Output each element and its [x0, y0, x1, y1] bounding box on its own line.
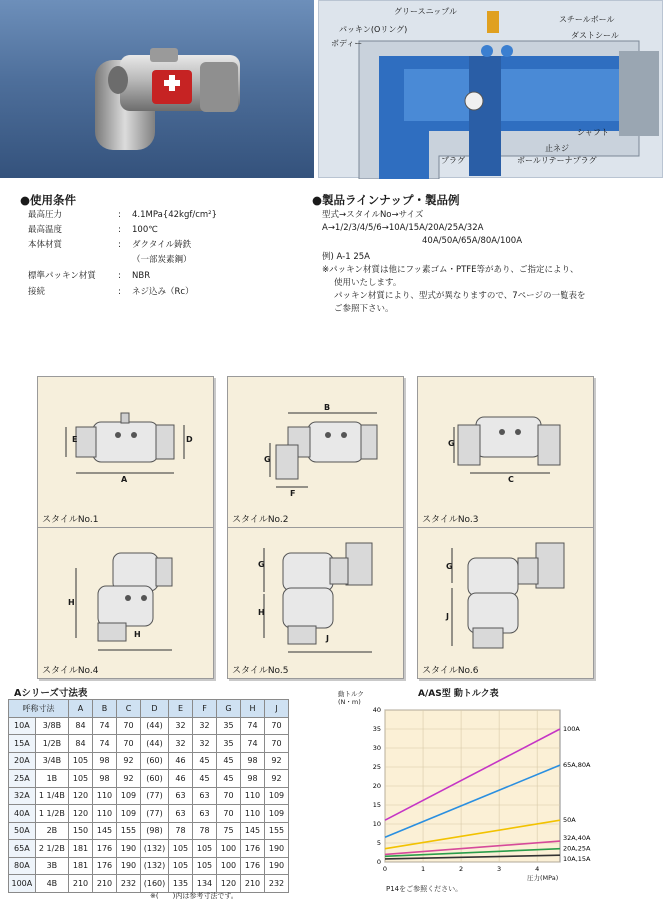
- table-cell: 105: [193, 857, 217, 875]
- table-cell: 105: [69, 752, 93, 770]
- table-cell: 70: [217, 787, 241, 805]
- table-cell: (77): [141, 787, 169, 805]
- table-cell: 181: [69, 840, 93, 858]
- lineup-heading: ●製品ラインナップ・製品例: [312, 193, 460, 207]
- table-cell: 210: [241, 875, 265, 893]
- table-cell: 232: [117, 875, 141, 893]
- spec-colon: :: [118, 271, 121, 281]
- series-label: 20A,25A: [563, 844, 591, 853]
- spec-value: ネジ込み（Rc）: [132, 287, 194, 297]
- table-cell: 32: [169, 717, 193, 735]
- table-cell: 105: [193, 840, 217, 858]
- table-row: [9, 752, 289, 770]
- style-box-1: [37, 376, 214, 528]
- label-set-screw: 止ネジ: [545, 144, 569, 153]
- dimension-table: [8, 699, 289, 893]
- table-cell: 190: [117, 840, 141, 858]
- table-cell: 92: [265, 770, 289, 788]
- series-label: 65A,80A: [563, 761, 591, 770]
- lineup-note: ※パッキン材質は他にフッ素ゴム・PTFE等があり、ご指定により、: [322, 265, 579, 275]
- table-cell: 75: [217, 822, 241, 840]
- table-cell: 232: [265, 875, 289, 893]
- lineup-line: 型式→スタイルNo→サイズ: [322, 210, 424, 220]
- spec-colon: :: [118, 210, 121, 220]
- dim-J: J: [446, 612, 449, 621]
- table-cell: 35: [217, 735, 241, 753]
- col-B: B: [93, 700, 117, 718]
- spec-value: 100℃: [132, 225, 158, 235]
- table-cell: (132): [141, 840, 169, 858]
- cell-nominal-b: 1 1/2B: [35, 805, 68, 823]
- spec-colon: :: [118, 287, 121, 297]
- dim-F: F: [290, 489, 296, 498]
- y-tick-label: 20: [372, 782, 381, 790]
- style-2-drawing: [228, 377, 405, 529]
- table-row: [9, 857, 289, 875]
- y-tick-label: 5: [376, 839, 381, 847]
- style-box-5: [227, 527, 404, 679]
- table-cell: 98: [93, 770, 117, 788]
- y-tick-label: 0: [376, 858, 381, 866]
- table-cell: 145: [241, 822, 265, 840]
- table-cell: 46: [169, 752, 193, 770]
- table-cell: 63: [169, 805, 193, 823]
- x-tick-label: 2: [459, 865, 464, 873]
- cutaway-diagram: [318, 0, 663, 178]
- table-cell: 70: [217, 805, 241, 823]
- style-label: スタイルNo.4: [42, 666, 99, 676]
- label-steel-ball: スチールボール: [559, 15, 615, 24]
- table-cell: 98: [93, 752, 117, 770]
- table-cell: 92: [117, 770, 141, 788]
- dim-G: G: [446, 562, 453, 571]
- cell-nominal-b: 1B: [35, 770, 68, 788]
- table-cell: 145: [93, 822, 117, 840]
- dim-B: B: [324, 403, 331, 412]
- lineup-note: ご参照下さい。: [334, 304, 394, 314]
- table-cell: 109: [265, 787, 289, 805]
- table-cell: 70: [265, 735, 289, 753]
- spec-label: 最高圧力: [28, 210, 63, 220]
- label-plug: プラグ: [441, 156, 465, 165]
- table-cell: 155: [265, 822, 289, 840]
- y-tick-label: 30: [372, 744, 381, 752]
- col-nominal: 呼称寸法: [9, 700, 69, 718]
- spec-value: 4.1MPa{42kgf/cm²}: [132, 210, 217, 220]
- table-cell: 63: [169, 787, 193, 805]
- cell-nominal-a: 15A: [9, 735, 36, 753]
- label-body: ボディー: [331, 39, 363, 48]
- cell-nominal-a: 20A: [9, 752, 36, 770]
- table-cell: 32: [169, 735, 193, 753]
- label-packing: パッキン(Oリング): [339, 25, 408, 34]
- table-cell: 63: [193, 787, 217, 805]
- conditions-heading: ●使用条件: [20, 193, 77, 207]
- table-row: [9, 787, 289, 805]
- cell-nominal-b: 1 1/4B: [35, 787, 68, 805]
- x-tick-label: 4: [535, 865, 540, 873]
- spec-label: 最高温度: [28, 225, 63, 235]
- table-cell: 190: [265, 857, 289, 875]
- swivel-joint-photo: [0, 0, 314, 178]
- table-cell: 70: [117, 735, 141, 753]
- table-cell: 70: [117, 717, 141, 735]
- chart-xlabel: 圧力(MPa): [527, 874, 559, 882]
- label-ball-retainer-plug: ボールリテーナプラグ: [517, 156, 597, 165]
- table-cell: 78: [169, 822, 193, 840]
- table-cell: 176: [241, 840, 265, 858]
- spec-label: 接続: [28, 287, 46, 297]
- dim-G: G: [264, 455, 271, 464]
- cell-nominal-b: 4B: [35, 875, 68, 893]
- lineup-example: 例) A-1 25A: [322, 252, 370, 262]
- col-A: A: [69, 700, 93, 718]
- dim-G: G: [258, 560, 265, 569]
- series-label: 100A: [563, 725, 580, 733]
- table-cell: 105: [169, 857, 193, 875]
- table-cell: 84: [69, 735, 93, 753]
- chart-note: P14をご参照ください。: [386, 885, 463, 893]
- table-cell: 190: [265, 840, 289, 858]
- table-cell: (60): [141, 770, 169, 788]
- table-cell: 100: [217, 857, 241, 875]
- spec-value: ダクタイル鋳鉄: [132, 240, 192, 250]
- table-cell: 120: [69, 787, 93, 805]
- table-cell: 181: [69, 857, 93, 875]
- series-label: 10A,15A: [563, 855, 591, 864]
- table-cell: 92: [117, 752, 141, 770]
- table-cell: 120: [69, 805, 93, 823]
- table-cell: (132): [141, 857, 169, 875]
- series-label: 50A: [563, 816, 576, 825]
- table-cell: 190: [117, 857, 141, 875]
- spec-colon: :: [118, 225, 121, 235]
- chart-ylabel: 動トルク (N・m): [338, 690, 364, 706]
- y-tick-label: 25: [372, 763, 381, 771]
- table-cell: (60): [141, 752, 169, 770]
- col-H: H: [241, 700, 265, 718]
- spec-label: 標準パッキン材質: [28, 271, 96, 281]
- y-tick-label: 40: [372, 706, 381, 714]
- style-label: スタイルNo.3: [422, 515, 479, 525]
- table-cell: 45: [193, 770, 217, 788]
- cell-nominal-a: 100A: [9, 875, 36, 893]
- cell-nominal-a: 65A: [9, 840, 36, 858]
- cell-nominal-a: 25A: [9, 770, 36, 788]
- col-D: D: [141, 700, 169, 718]
- table-cell: 46: [169, 770, 193, 788]
- table-cell: 109: [117, 805, 141, 823]
- table-cell: 45: [217, 752, 241, 770]
- style-3-drawing: [418, 377, 595, 529]
- cell-nominal-b: 1/2B: [35, 735, 68, 753]
- table-cell: 176: [241, 857, 265, 875]
- dim-J: J: [326, 634, 329, 643]
- table-row: [9, 840, 289, 858]
- table-cell: 135: [169, 875, 193, 893]
- table-cell: (44): [141, 717, 169, 735]
- style-4-drawing: [38, 528, 215, 680]
- table-cell: 105: [69, 770, 93, 788]
- cell-nominal-b: 3/4B: [35, 752, 68, 770]
- chart-title: A/AS型 動トルク表: [418, 689, 499, 699]
- dim-H: H: [134, 630, 141, 639]
- dim-G: G: [448, 439, 455, 448]
- table-cell: 92: [265, 752, 289, 770]
- style-box-2: [227, 376, 404, 528]
- table-row: [9, 822, 289, 840]
- style-1-drawing: [38, 377, 215, 529]
- table-row: [9, 875, 289, 893]
- cell-nominal-b: 2B: [35, 822, 68, 840]
- table-cell: 109: [117, 787, 141, 805]
- style-label: スタイルNo.2: [232, 515, 289, 525]
- cell-nominal-a: 40A: [9, 805, 36, 823]
- table-note: ※( )内は参考寸法です。: [150, 892, 238, 900]
- table-cell: 176: [93, 857, 117, 875]
- table-cell: 134: [193, 875, 217, 893]
- table-cell: 74: [93, 717, 117, 735]
- dim-A: A: [121, 475, 128, 484]
- cell-nominal-b: 2 1/2B: [35, 840, 68, 858]
- style-label: スタイルNo.6: [422, 666, 479, 676]
- series-label: 32A,40A: [563, 834, 591, 843]
- spec-value: （一部炭素鋼）: [132, 255, 192, 265]
- table-title: Aシリーズ寸法表: [14, 688, 88, 699]
- x-tick-label: 0: [382, 865, 388, 873]
- table-cell: 110: [93, 805, 117, 823]
- col-J: J: [265, 700, 289, 718]
- torque-chart: [330, 690, 663, 905]
- table-cell: 210: [69, 875, 93, 893]
- label-grease-nipple: グリースニップル: [394, 7, 457, 16]
- table-cell: 110: [241, 805, 265, 823]
- lineup-line: 40A/50A/65A/80A/100A: [422, 236, 523, 246]
- label-dust-seal: ダストシール: [571, 31, 619, 40]
- style-box-6: [417, 527, 594, 679]
- dim-C: C: [508, 475, 514, 484]
- cell-nominal-b: 3B: [35, 857, 68, 875]
- table-cell: 98: [241, 752, 265, 770]
- table-cell: 78: [193, 822, 217, 840]
- table-cell: 70: [265, 717, 289, 735]
- table-cell: 74: [241, 735, 265, 753]
- table-cell: 120: [217, 875, 241, 893]
- table-cell: 84: [69, 717, 93, 735]
- lineup-note: 使用いたします。: [334, 278, 402, 288]
- cell-nominal-a: 10A: [9, 717, 36, 735]
- col-F: F: [193, 700, 217, 718]
- dim-D: D: [186, 435, 193, 444]
- table-row: [9, 735, 289, 753]
- dim-H: H: [68, 598, 75, 607]
- table-cell: 35: [217, 717, 241, 735]
- lineup-line: A→1/2/3/4/5/6→10A/15A/20A/25A/32A: [322, 223, 484, 233]
- spec-value: NBR: [132, 271, 151, 281]
- style-box-4: [37, 527, 214, 679]
- dim-H: H: [258, 608, 265, 617]
- spec-label: 本体材質: [28, 240, 63, 250]
- style-box-3: [417, 376, 594, 528]
- spec-colon: :: [118, 240, 121, 250]
- table-cell: 100: [217, 840, 241, 858]
- table-cell: (98): [141, 822, 169, 840]
- style-5-drawing: [228, 528, 405, 680]
- x-tick-label: 1: [420, 865, 426, 873]
- table-cell: 74: [93, 735, 117, 753]
- table-cell: (160): [141, 875, 169, 893]
- cell-nominal-a: 50A: [9, 822, 36, 840]
- table-cell: (44): [141, 735, 169, 753]
- x-tick-label: 3: [497, 865, 502, 873]
- table-cell: 32: [193, 717, 217, 735]
- table-cell: (77): [141, 805, 169, 823]
- table-cell: 98: [241, 770, 265, 788]
- style-label: スタイルNo.1: [42, 515, 99, 525]
- y-tick-label: 10: [372, 820, 381, 828]
- table-cell: 176: [93, 840, 117, 858]
- table-cell: 150: [69, 822, 93, 840]
- table-cell: 110: [93, 787, 117, 805]
- col-C: C: [117, 700, 141, 718]
- table-cell: 155: [117, 822, 141, 840]
- cell-nominal-b: 3/8B: [35, 717, 68, 735]
- table-cell: 110: [241, 787, 265, 805]
- style-label: スタイルNo.5: [232, 666, 289, 676]
- table-cell: 210: [93, 875, 117, 893]
- col-E: E: [169, 700, 193, 718]
- table-header-row: [9, 700, 289, 718]
- table-row: [9, 805, 289, 823]
- table-cell: 105: [169, 840, 193, 858]
- table-cell: 45: [193, 752, 217, 770]
- table-row: [9, 717, 289, 735]
- table-cell: 109: [265, 805, 289, 823]
- y-tick-label: 35: [372, 725, 381, 733]
- table-cell: 74: [241, 717, 265, 735]
- style-6-drawing: [418, 528, 595, 680]
- y-tick-label: 15: [372, 801, 381, 809]
- dim-E: E: [72, 435, 78, 444]
- cell-nominal-a: 32A: [9, 787, 36, 805]
- table-cell: 63: [193, 805, 217, 823]
- table-row: [9, 770, 289, 788]
- label-shaft: シャフト: [577, 128, 609, 137]
- table-cell: 45: [217, 770, 241, 788]
- lineup-note: パッキン材質により、型式が異なりますので、7ページの一覧表を: [334, 291, 586, 301]
- cell-nominal-a: 80A: [9, 857, 36, 875]
- col-G: G: [217, 700, 241, 718]
- product-photo: [0, 0, 314, 178]
- table-cell: 32: [193, 735, 217, 753]
